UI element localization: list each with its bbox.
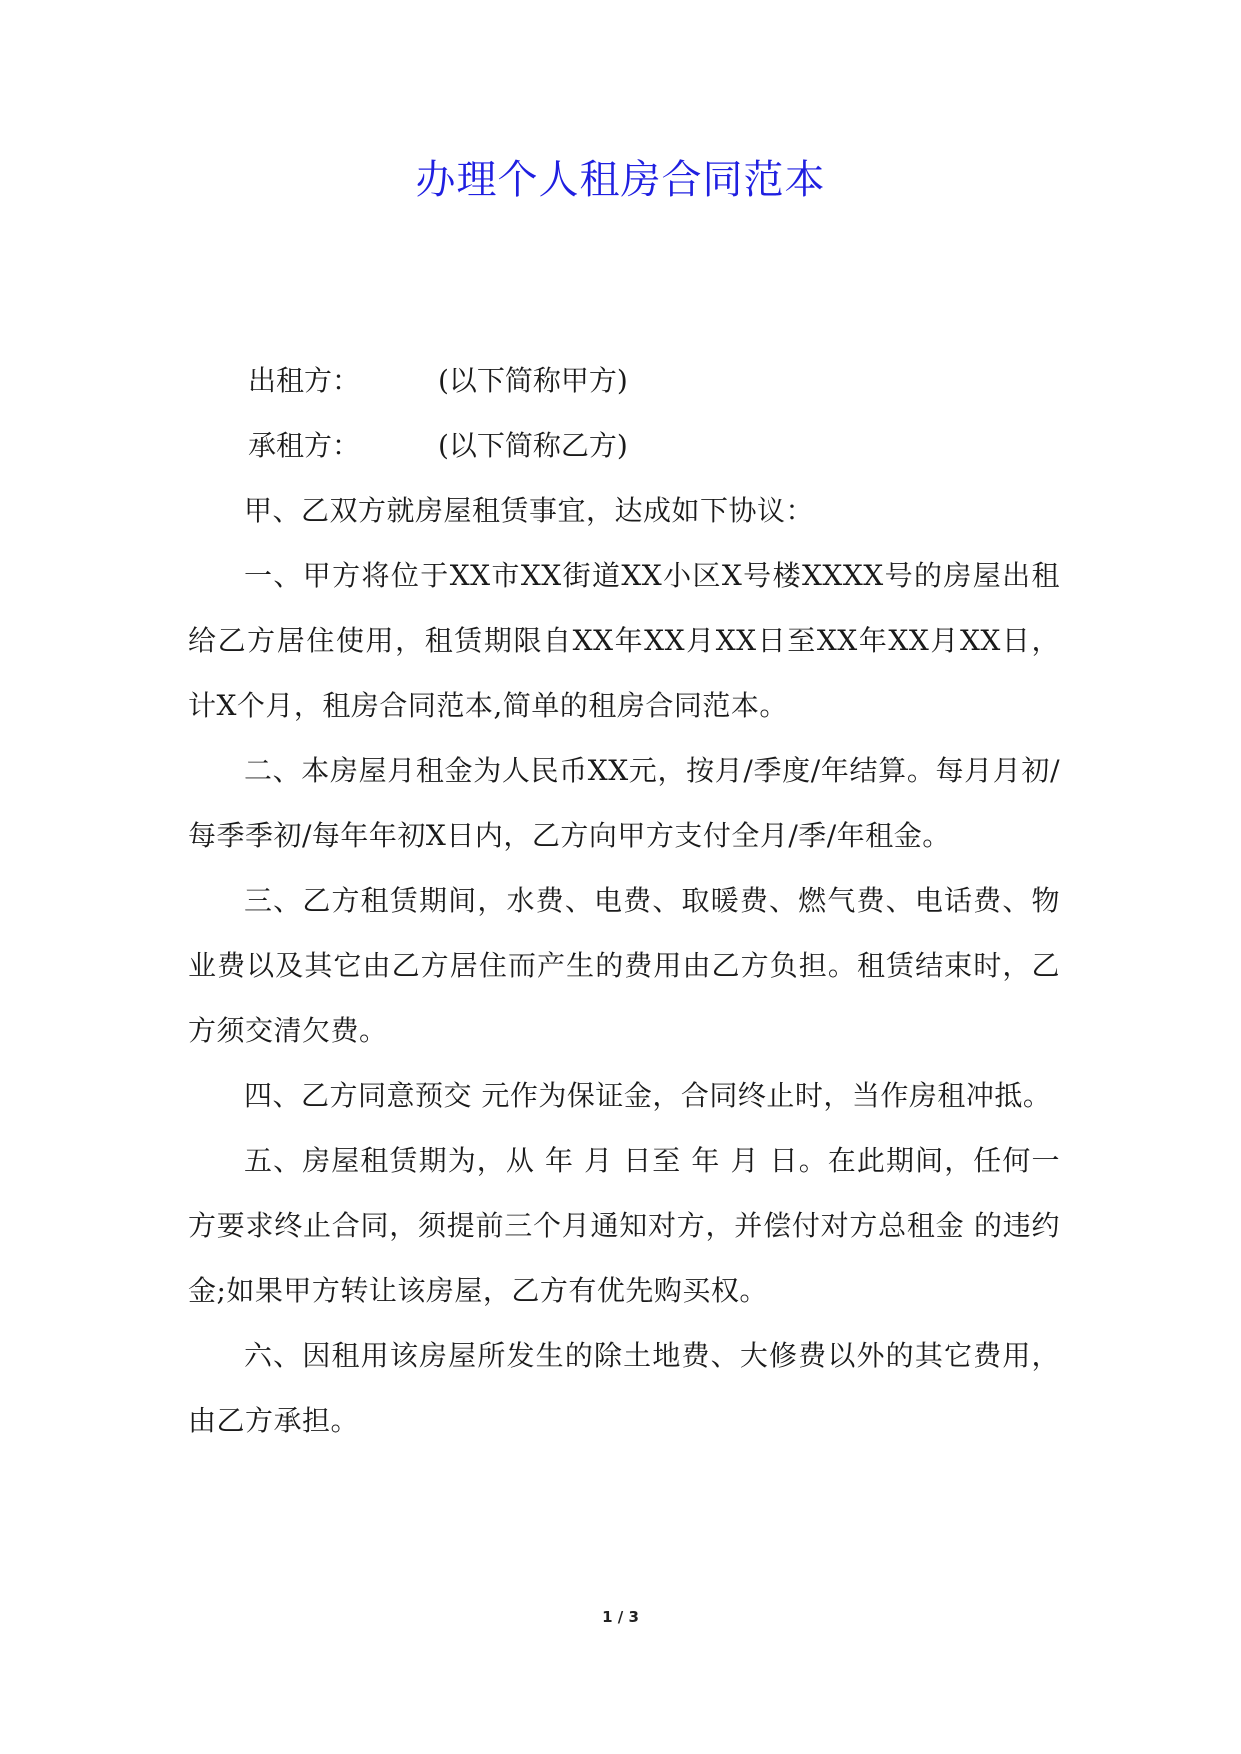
document-body xyxy=(188,348,1060,1453)
document-title: 办理个人租房合同范本 xyxy=(415,157,826,203)
agreement-intro: 甲、乙双方就房屋租赁事宜，达成如下协议： xyxy=(244,494,815,527)
clause-5: 五、房屋租赁期为，从 年 月 日至 年 月 日。在此期间，任何一方要求终止合同，须提前三个月通知对方，并偿付对方总租金 的违约金;如果甲方转让该房屋，乙方有优先购买权。 xyxy=(188,1144,1060,1307)
lessee-note: (以下简称乙方) xyxy=(438,429,628,462)
clause-4: 四、乙方同意预交 元作为保证金，合同终止时，当作房租冲抵。 xyxy=(244,1079,1052,1112)
clause-2: 二、本房屋月租金为人民币XX元，按月/季度/年结算。每月月初/每季季初/每年年初X日内，乙方向甲方支付全月/季/年租金。 xyxy=(188,754,1060,852)
clause-6: 六、因租用该房屋所发生的除土地费、大修费以外的其它费用，由乙方承担。 xyxy=(188,1339,1060,1437)
clause-3: 三、乙方租赁期间，水费、电费、取暖费、燃气费、电话费、物业费以及其它由乙方居住而产生的费用由乙方负担。租赁结束时，乙方须交清欠费。 xyxy=(188,884,1060,1047)
page-number: 1 / 3 xyxy=(602,1608,639,1626)
lessee-label: 承租方： xyxy=(248,429,361,462)
lessor-label: 出租方： xyxy=(248,364,361,397)
lessor-note: (以下简称甲方) xyxy=(438,364,628,397)
clause-1: 一、甲方将位于XX市XX街道XX小区X号楼XXXX号的房屋出租给乙方居住使用，租赁期限自XX年XX月XX日至XX年XX月XX日，计X个月，租房合同范本,简单的租房合同范本。 xyxy=(188,559,1060,722)
lessee-line xyxy=(188,413,1060,478)
lessor-line xyxy=(188,348,1060,413)
